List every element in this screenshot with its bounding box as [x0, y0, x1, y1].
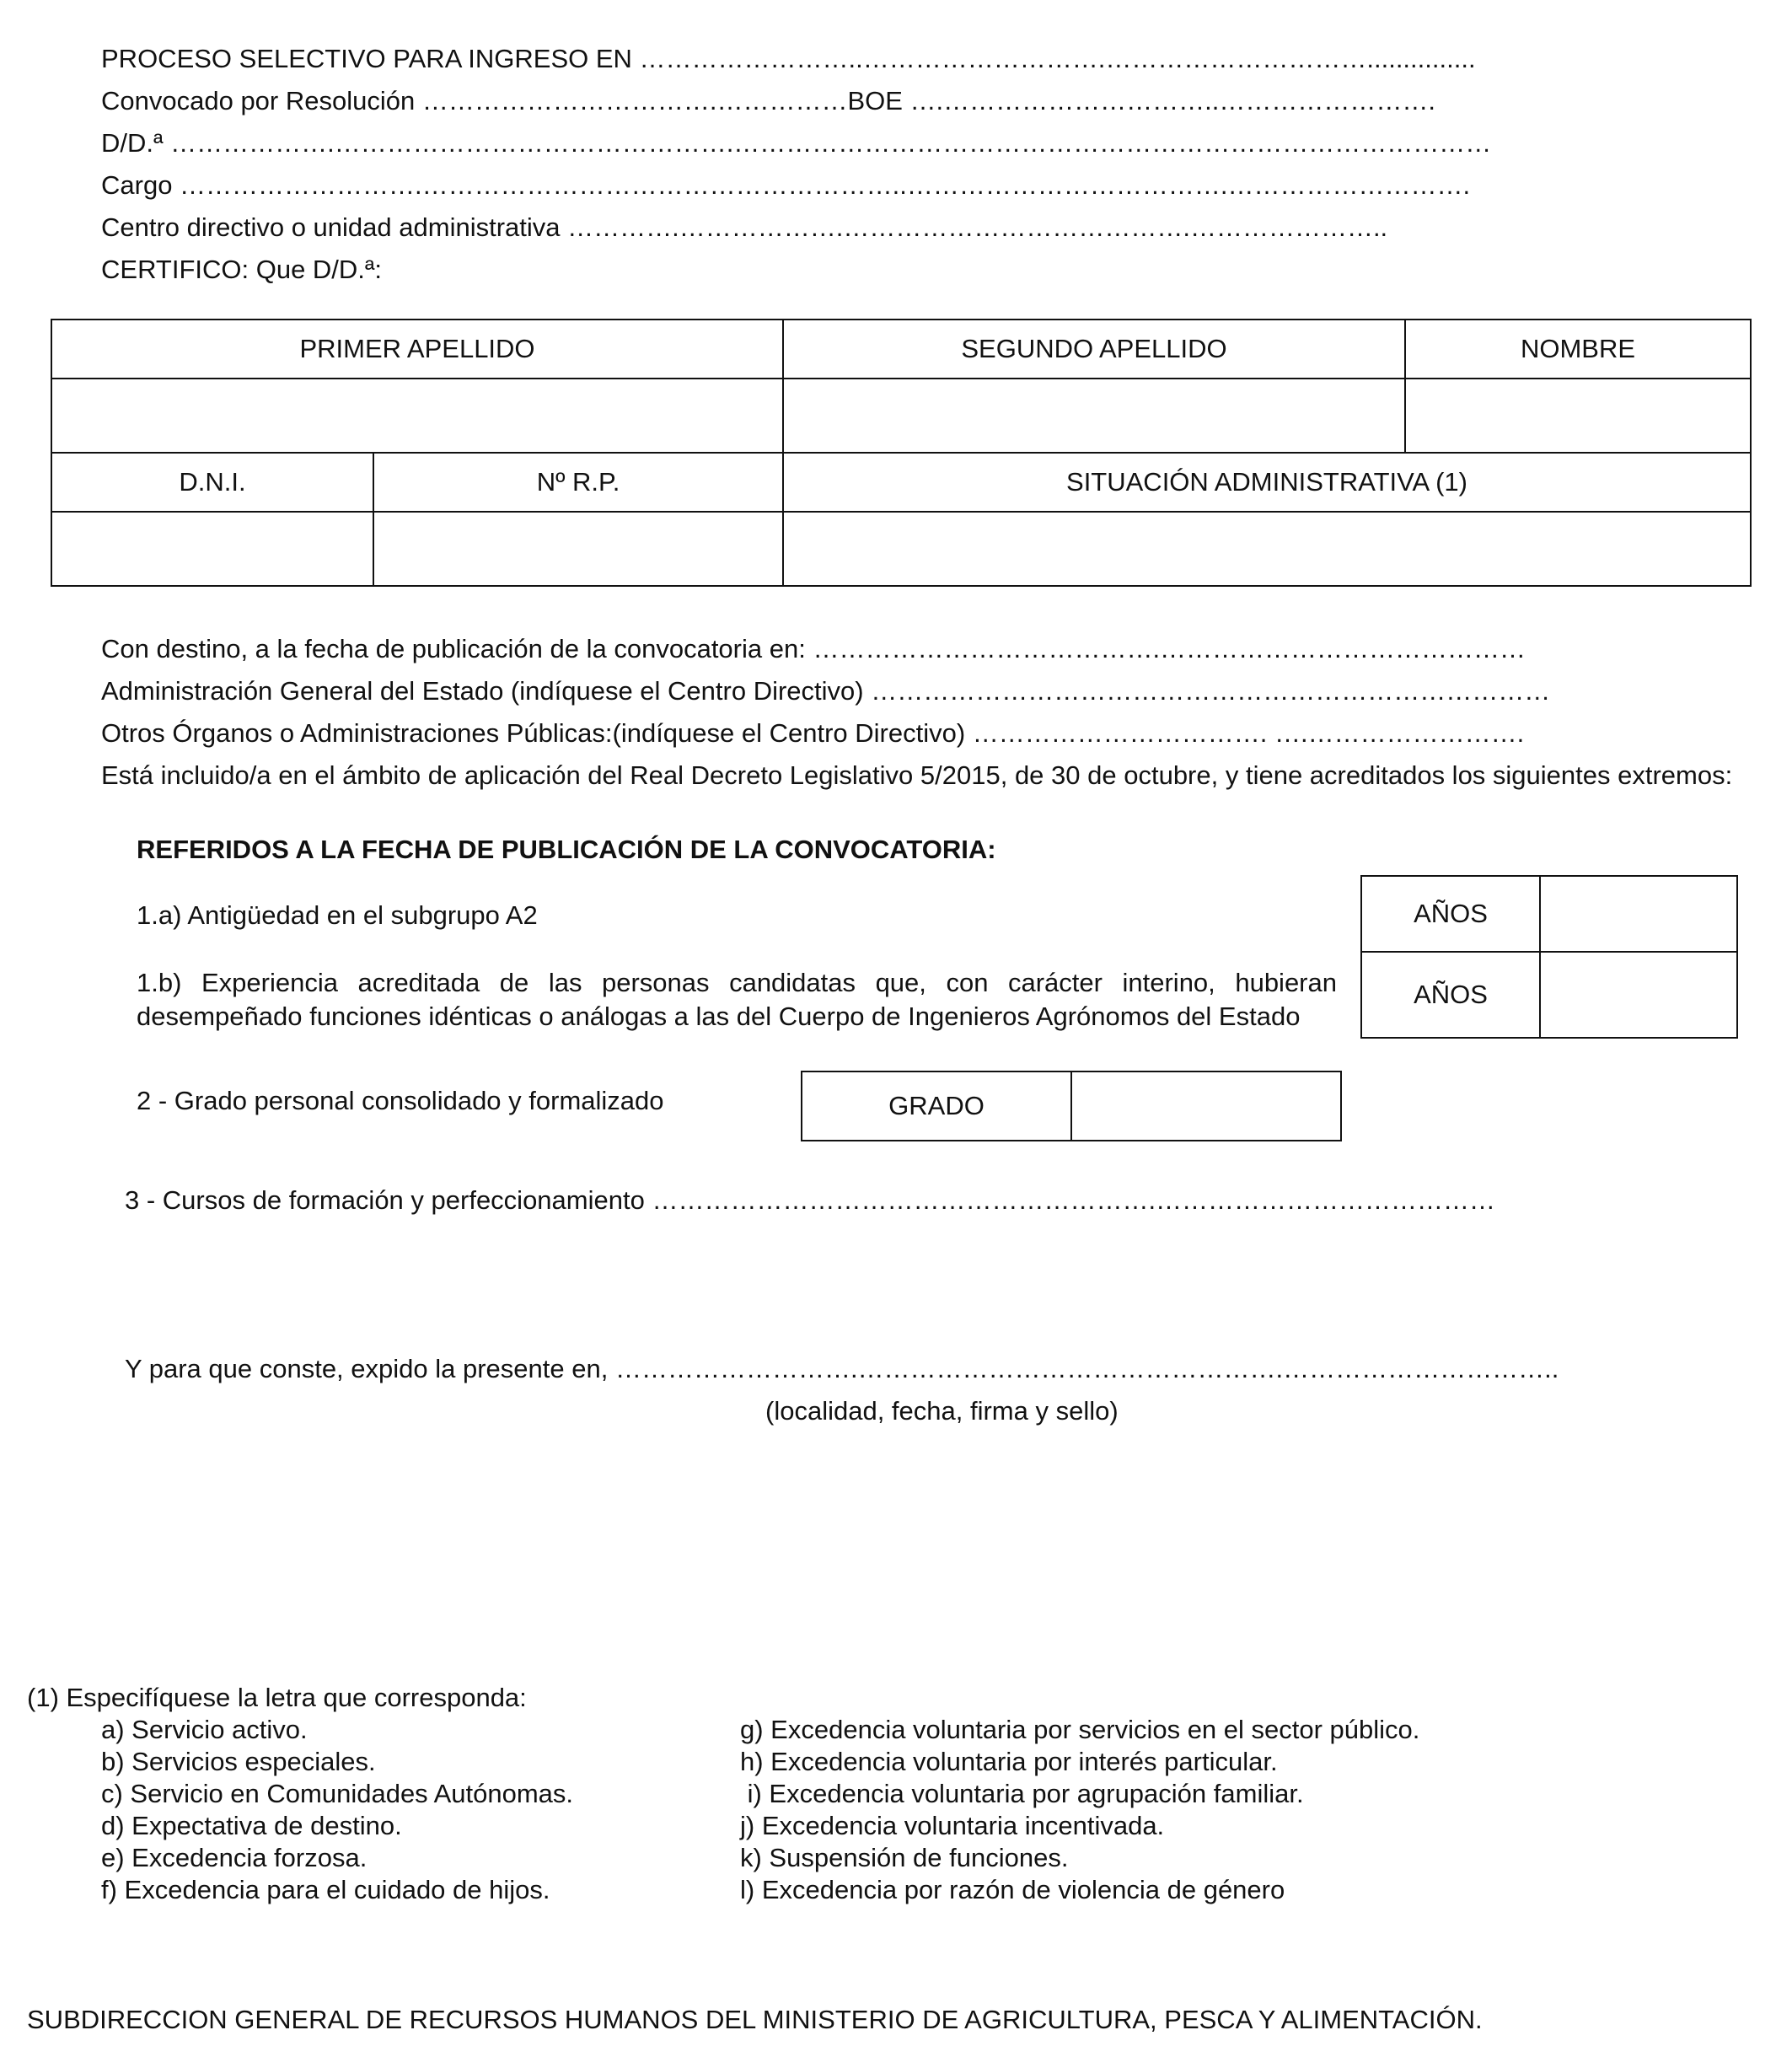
header-line-dd: D/D.ª ……………….……………………………………….……………………………………………………………………………: [101, 128, 1492, 158]
otros-organos-line: Otros Órganos o Administraciones Públicas:(indíquese el Centro Directivo) ……………………………. ….…………………….: [101, 718, 1525, 748]
situacion-header: SITUACIÓN ADMINISTRATIVA (1): [782, 452, 1752, 513]
header-line-centro: Centro directivo o unidad administrativa ………….……………….………………………………….…………………..: [101, 212, 1388, 242]
expido-subtitle: (localidad, fecha, firma y sello): [765, 1396, 1119, 1426]
footnote-item-j: j) Excedencia voluntaria incentivada.: [740, 1811, 1165, 1840]
nrp-header: Nº R.P.: [373, 452, 784, 513]
footnote-item-b: b) Servicios especiales.: [101, 1747, 376, 1776]
footer-subdireccion: SUBDIRECCION GENERAL DE RECURSOS HUMANOS DEL MINISTERIO DE AGRICULTURA, PESCA Y ALIMENTACIÓN.: [27, 2005, 1483, 2034]
expido-line: Y para que conste, expido la presente en, ……………………….………………………………………….…………………………..: [125, 1354, 1559, 1383]
anos-label-1a: AÑOS: [1360, 875, 1541, 953]
item-3: 3 - Cursos de formación y perfeccionamiento ………………………………………………….…………………………………: [125, 1185, 1496, 1215]
footnote-item-i: i) Excedencia voluntaria por agrupación familiar.: [740, 1779, 1304, 1808]
footnote-item-l: l) Excedencia por razón de violencia de género: [740, 1875, 1285, 1904]
segundo-apellido-field[interactable]: [782, 378, 1406, 454]
footnote-item-c: c) Servicio en Comunidades Autónomas.: [101, 1779, 574, 1808]
primer-apellido-field[interactable]: [51, 378, 784, 454]
footnote-item-f: f) Excedencia para el cuidado de hijos.: [101, 1875, 550, 1904]
nombre-header: NOMBRE: [1404, 319, 1752, 379]
header-line-certifico: CERTIFICO: Que D/D.ª:: [101, 255, 383, 284]
situacion-field[interactable]: [782, 511, 1752, 587]
header-line-proceso: PROCESO SELECTIVO PARA INGRESO EN ……………………..……………………….…………………………...............: [101, 44, 1476, 73]
header-line-cargo: Cargo ……………………….………………………………………………..……………………………….……………………….: [101, 170, 1471, 200]
footnote-item-a: a) Servicio activo.: [101, 1715, 308, 1744]
footnote-item-d: d) Expectativa de destino.: [101, 1811, 402, 1840]
footnote-title: (1) Especifíquese la letra que corresponda:: [27, 1683, 527, 1712]
footnote-item-k: k) Suspensión de funciones.: [740, 1843, 1069, 1872]
footnote-item-h: h) Excedencia voluntaria por interés particular.: [740, 1747, 1278, 1776]
destino-line: Con destino, a la fecha de publicación de la convocatoria en: ………………………………….……………………………………: [101, 634, 1526, 663]
grado-field[interactable]: [1070, 1071, 1342, 1141]
grado-label: GRADO: [801, 1071, 1072, 1141]
age-line: Administración General del Estado (indíquese el Centro Directivo) ……………………………………………………………………: [101, 676, 1551, 706]
dni-field[interactable]: [51, 511, 374, 587]
nrp-field[interactable]: [373, 511, 784, 587]
ambito-line: Está incluido/a en el ámbito de aplicación del Real Decreto Legislativo 5/2015, de 30 de octubre, y tiene acreditados los siguientes extremos:: [101, 760, 1733, 790]
segundo-apellido-header: SEGUNDO APELLIDO: [782, 319, 1406, 379]
item-1b-line1: 1.b) Experiencia acreditada de las personas candidatas que, con carácter interino, hubieran: [137, 968, 1337, 997]
anos-field-1b[interactable]: [1539, 951, 1738, 1039]
nombre-field[interactable]: [1404, 378, 1752, 454]
anos-field-1a[interactable]: [1539, 875, 1738, 953]
anos-label-1b: AÑOS: [1360, 951, 1541, 1039]
item-1a: 1.a) Antigüedad en el subgrupo A2: [137, 900, 538, 930]
item-2: 2 - Grado personal consolidado y formalizado: [137, 1086, 664, 1115]
footnote-item-e: e) Excedencia forzosa.: [101, 1843, 368, 1872]
header-line-convocado: Convocado por Resolución …………………………….……………BOE ….…………………………..…………………….: [101, 86, 1435, 115]
footnote-item-g: g) Excedencia voluntaria por servicios en el sector público.: [740, 1715, 1420, 1744]
item-1b-line2: desempeñado funciones idénticas o análogas a las del Cuerpo de Ingenieros Agrónomos del Estado: [137, 1002, 1301, 1031]
dni-header: D.N.I.: [51, 452, 374, 513]
primer-apellido-header: PRIMER APELLIDO: [51, 319, 784, 379]
referidos-title: REFERIDOS A LA FECHA DE PUBLICACIÓN DE LA CONVOCATORIA:: [137, 835, 996, 864]
